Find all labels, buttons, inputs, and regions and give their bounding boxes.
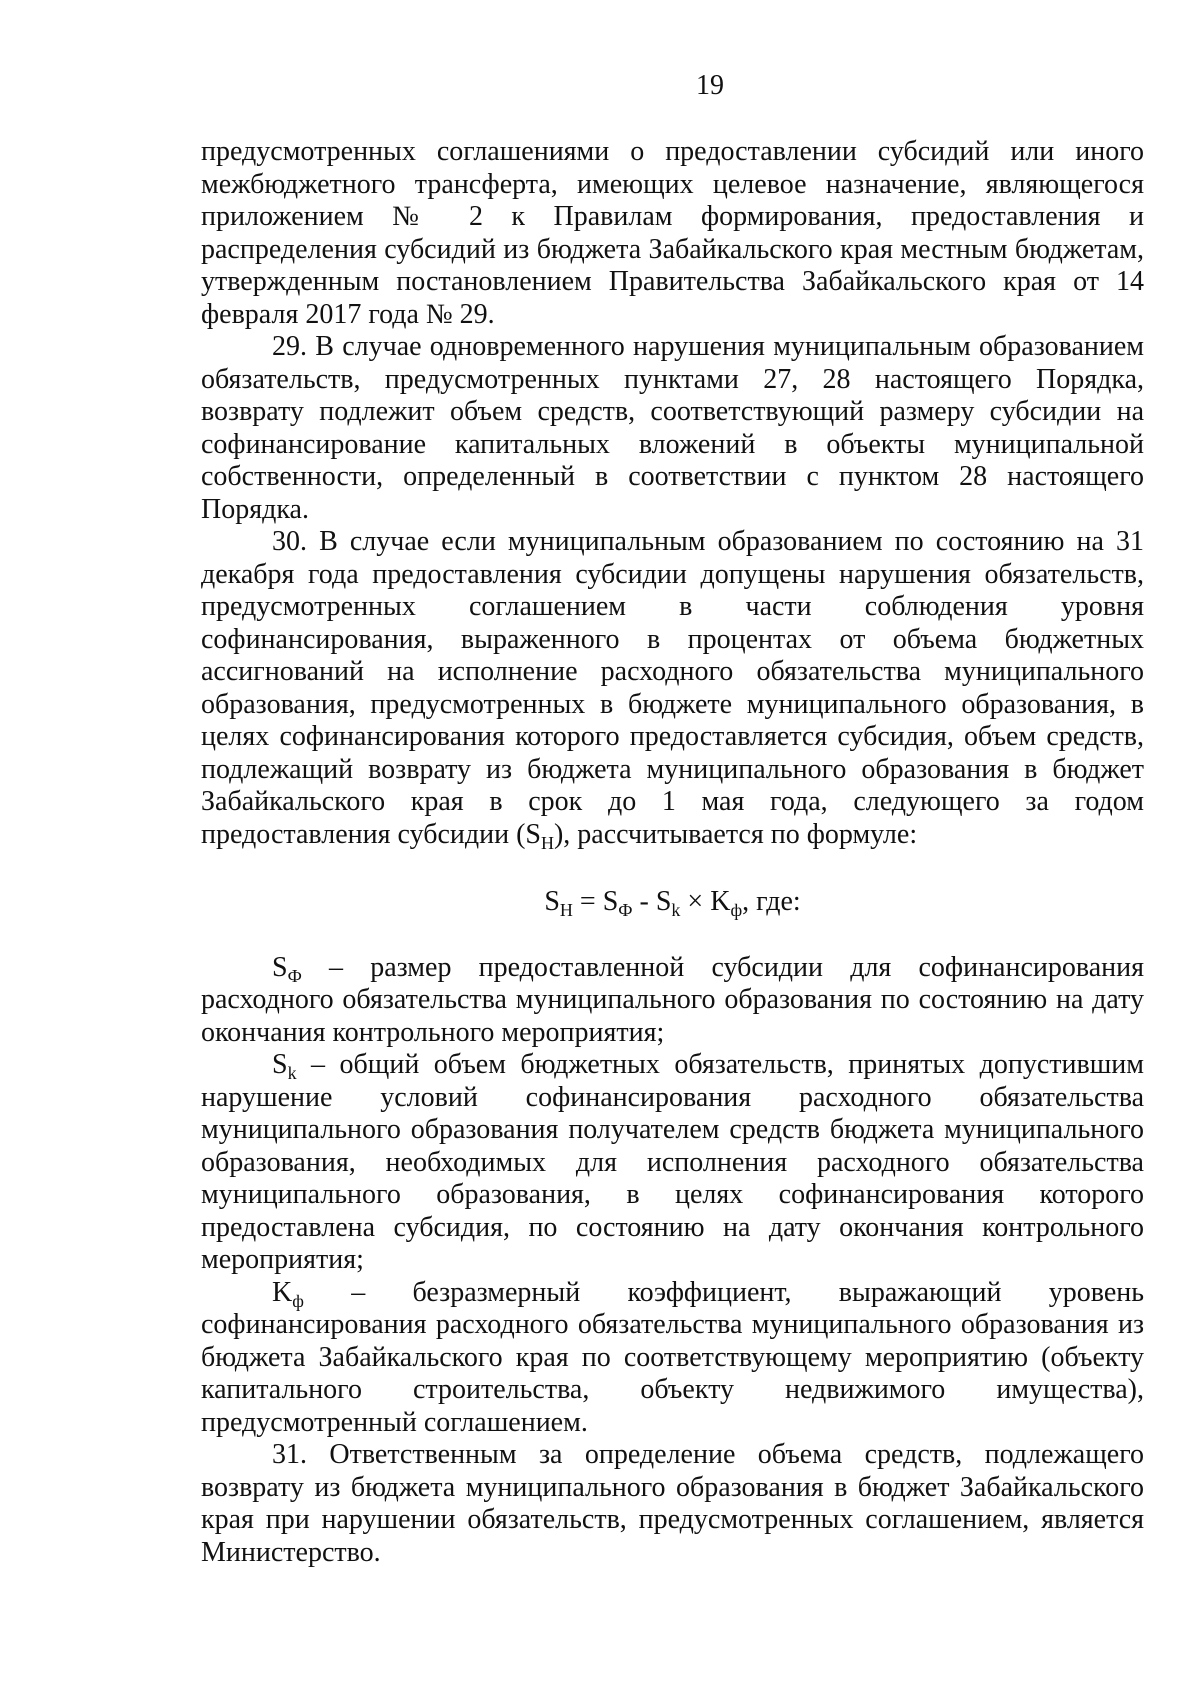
definition-sf-symbol: S: [272, 951, 288, 983]
definition-sk: [201, 1049, 1144, 1277]
paragraph-30-text: 30. В случае если муниципальным образованием по состоянию на 31 декабря года предоставления субсидии допущены нарушения обязательств, предусмотренных соглашением в части соблюдения уровня софинансирования, выраженного в процентах от объема бюджетных ассигнований на исполнение расходного обязательства муниципального образования, предусмотренных в бюджете муниципального образования, в целях софинансирования которого предоставляется субсидия, объем средств, подлежащий возврату из бюджета муниципального образования в бюджет Забайкальского края в срок до 1 мая года, следующего за годом предоставления субсидии (S: [201, 526, 1144, 850]
definition-kf-text: – безразмерный коэффициент, выражающий уровень софинансирования расходного обязательства муниципального образования из бюджета Забайкальского края по соответствующему мероприятию (объекту капитального строительства, объекту недвижимого имущества), предусмотренный соглашением.: [201, 1276, 1144, 1438]
paragraph-29: 29. В случае одновременного нарушения муниципальным образованием обязательств, предусмотренных пунктами 27, 28 настоящего Порядка, возврату подлежит объем средств, соответствующий размеру субсидии на софинансирование капитальных вложений в объекты муниципальной собственности, определенный в соответствии с пунктом 28 настоящего Порядка.: [201, 331, 1144, 525]
formula-eq: = S: [572, 886, 619, 917]
definition-sk-subscript: k: [287, 1063, 297, 1083]
paragraph-30-subscript: Н: [540, 832, 554, 853]
definition-sf-text: – размер предоставленной субсидии для софинансирования расходного обязательства муниципального образования по состоянию на дату окончания контрольного мероприятия;: [201, 951, 1144, 1048]
definition-sk-text: – общий объем бюджетных обязательств, принятых допустившим нарушение условий софинансирования расходного обязательства муниципального образования получателем средств бюджета муниципального образования, необходимых для исполнения расходного обязательства муниципального образования, в целях софинансирования которого предоставлена субсидия, по состоянию на дату окончания контрольного мероприятия;: [201, 1049, 1144, 1275]
formula-term2-subscript: k: [671, 900, 681, 920]
document-body: [201, 136, 1144, 1569]
formula-lhs-subscript: Н: [559, 900, 573, 920]
formula-term1-subscript: Ф: [618, 900, 633, 920]
paragraph-30: [201, 526, 1144, 851]
definition-sf: [201, 952, 1144, 1050]
definition-kf-symbol: K: [272, 1276, 293, 1308]
paragraph-continuation: предусмотренных соглашениями о предоставлении субсидий или иного межбюджетного трансферта, имеющих целевое назначение, являющегося приложением № 2 к Правилам формирования, предоставления и распределения субсидий из бюджета Забайкальского края местным бюджетам, утвержденным постановлением Правительства Забайкальского края от 14 февраля 2017 года № 29.: [201, 136, 1144, 330]
formula-minus: - S: [632, 886, 672, 917]
definition-sf-subscript: Ф: [287, 965, 302, 986]
formula-term3-subscript: ф: [730, 900, 743, 920]
formula-times: × K: [680, 886, 731, 917]
paragraph-30-tail: ), рассчитывается по формуле:: [553, 818, 918, 850]
definition-kf-subscript: ф: [292, 1290, 304, 1311]
formula-lhs: S: [544, 886, 560, 917]
definition-kf: [201, 1277, 1144, 1440]
paragraph-31: 31. Ответственным за определение объема средств, подлежащего возврату из бюджета муниципального образования в бюджет Забайкальского края при нарушении обязательств, предусмотренных соглашением, является Министерство.: [201, 1439, 1144, 1568]
formula: [201, 886, 1144, 919]
page-number: 19: [696, 70, 724, 101]
definition-sk-symbol: S: [272, 1049, 288, 1080]
formula-tail: , где:: [742, 886, 801, 917]
